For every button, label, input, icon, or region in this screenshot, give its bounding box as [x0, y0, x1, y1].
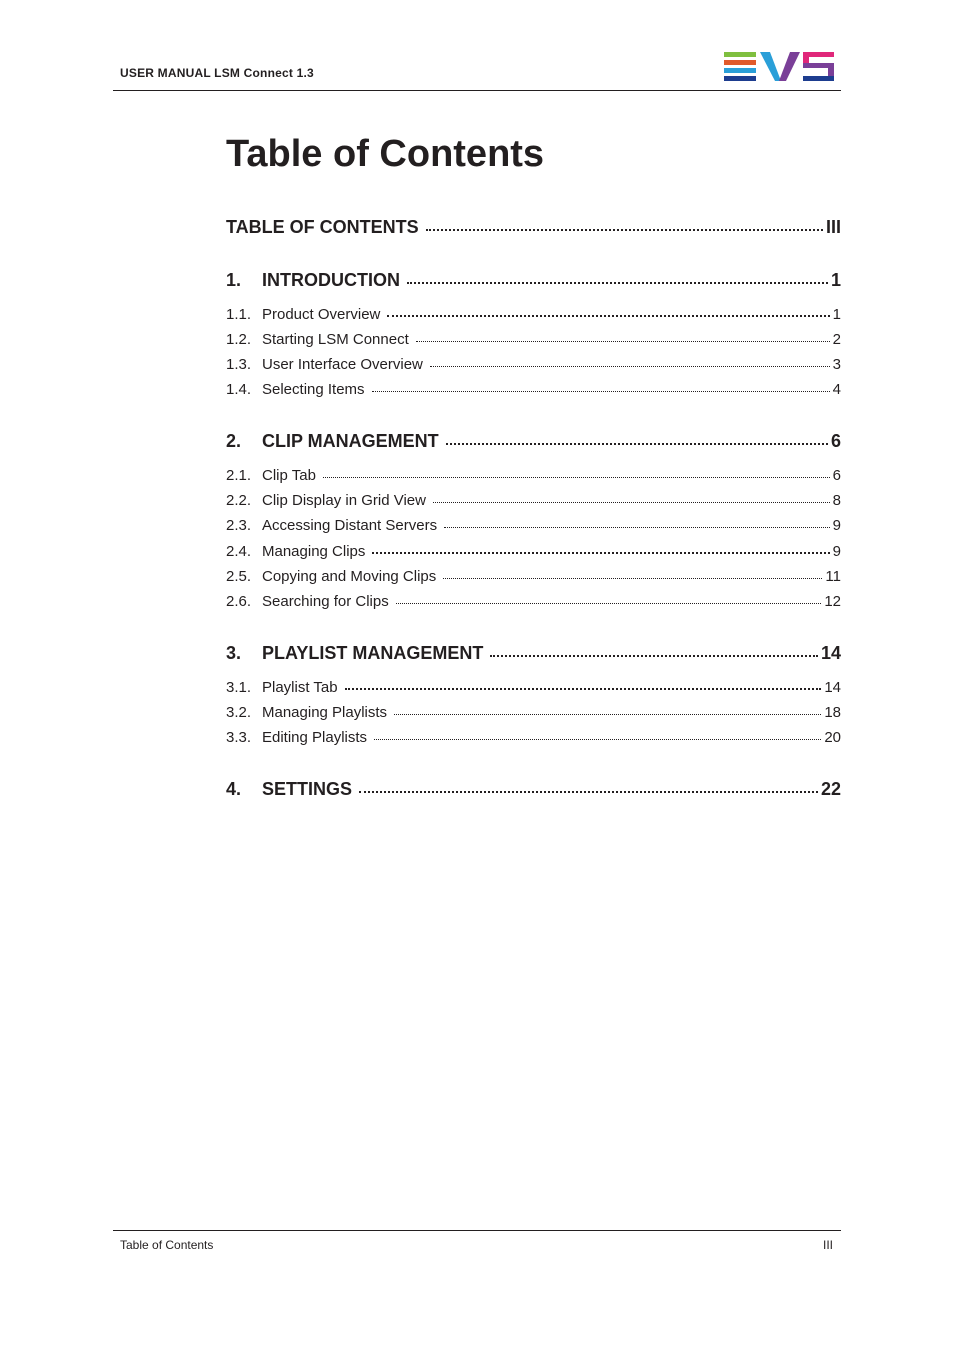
toc-dot-leader — [359, 790, 818, 793]
toc-entry-number: 1.1. — [226, 306, 252, 323]
running-header: USER MANUAL LSM Connect 1.3 — [120, 66, 314, 80]
toc-entry-number: 3.2. — [226, 704, 252, 721]
toc-chapter-entry[interactable] — [226, 777, 841, 801]
toc-chapter-entry[interactable] — [226, 429, 841, 453]
toc-dot-leader — [396, 602, 822, 604]
toc-dot-leader — [387, 314, 829, 317]
toc-entry-number: 3.1. — [226, 679, 252, 696]
toc-dot-leader — [433, 501, 830, 503]
logo-s-bottom — [803, 76, 834, 81]
toc-entry-page: 22 — [820, 779, 841, 799]
toc-dot-leader — [490, 654, 818, 657]
toc-dot-leader — [430, 365, 830, 367]
toc-entry-page: 3 — [832, 356, 841, 373]
toc-dot-leader — [444, 526, 830, 528]
toc-entry-page: 1 — [832, 306, 841, 323]
toc-entry-title: User Interface Overview — [262, 356, 423, 373]
toc-entry-page: 18 — [824, 704, 841, 721]
toc-entry-title: PLAYLIST MANAGEMENT — [262, 643, 484, 663]
logo-v-right — [779, 52, 800, 81]
toc-entry-number: 3. — [226, 643, 242, 663]
footer-section-title: Table of Contents — [120, 1238, 214, 1252]
toc-section-entry[interactable] — [226, 567, 841, 587]
toc-section-entry[interactable] — [226, 516, 841, 536]
toc-entry-title: SETTINGS — [262, 779, 353, 799]
toc-entry-page: 14 — [824, 679, 841, 696]
footer-page-number: III — [822, 1238, 833, 1252]
toc-entry-page: 12 — [824, 593, 841, 610]
logo-e-bar-middle-1 — [724, 60, 756, 65]
toc-entry-number: 1. — [226, 270, 242, 290]
toc-entry-title: INTRODUCTION — [262, 270, 400, 290]
toc-entry-title: Starting LSM Connect — [262, 331, 409, 348]
toc-entry-page: 9 — [832, 517, 841, 534]
header-rule — [113, 90, 841, 91]
toc-entry-page: 11 — [825, 568, 841, 585]
toc-section-entry[interactable] — [226, 305, 841, 325]
toc-chapter-entry[interactable] — [226, 641, 841, 665]
footer-rule — [113, 1230, 841, 1231]
toc-entry-page: 6 — [830, 431, 841, 451]
toc-entry-page: 8 — [832, 492, 841, 509]
toc-entry-title: Editing Playlists — [262, 729, 368, 746]
logo-e-bar-bottom — [724, 76, 756, 81]
toc-dot-leader — [426, 228, 823, 231]
toc-section-entry[interactable] — [226, 491, 841, 511]
toc-entry-number: 4. — [226, 779, 242, 799]
toc-entry-title: Managing Clips — [262, 543, 366, 560]
toc-section-entry[interactable] — [226, 542, 841, 562]
logo-e-bar-top — [724, 52, 756, 57]
toc-entry-page: 4 — [832, 381, 841, 398]
toc-entry-number: 1.4. — [226, 381, 252, 398]
toc-entry-page: 1 — [830, 270, 841, 290]
toc-entry-number: 2. — [226, 431, 242, 451]
toc-entry-title: Copying and Moving Clips — [262, 568, 437, 585]
toc-dot-leader — [345, 687, 822, 690]
toc-entry-number: 2.3. — [226, 517, 252, 534]
toc-entry-number: 3.3. — [226, 729, 252, 746]
toc-entry-title: Clip Tab — [262, 467, 316, 484]
toc-dot-leader — [372, 390, 830, 392]
toc-section-entry[interactable] — [226, 592, 841, 612]
toc-section-entry[interactable] — [226, 355, 841, 375]
toc-entry-title: Playlist Tab — [262, 679, 338, 696]
toc-entry-title: Managing Playlists — [262, 704, 388, 721]
toc-entry-title: Clip Display in Grid View — [262, 492, 426, 509]
toc-entry-title: Selecting Items — [262, 381, 365, 398]
toc-entry-title: CLIP MANAGEMENT — [262, 431, 439, 451]
toc-entry-title: Product Overview — [262, 306, 381, 323]
toc-chapter-entry[interactable] — [226, 268, 841, 292]
toc-section-entry[interactable] — [226, 380, 841, 400]
toc-entry-number: 1.2. — [226, 331, 252, 348]
toc-dot-leader — [443, 577, 822, 579]
toc-entry-number: 2.6. — [226, 593, 252, 610]
toc-entry-number: 1.3. — [226, 356, 252, 373]
toc-entry-page: 2 — [832, 331, 841, 348]
toc-entry-page: 20 — [824, 729, 841, 746]
toc-dot-leader — [374, 738, 821, 740]
toc-dot-leader — [416, 340, 830, 342]
toc-section-entry[interactable] — [226, 330, 841, 350]
toc-entry-number: 2.5. — [226, 568, 252, 585]
logo-v-left — [760, 52, 781, 81]
toc-dot-leader — [407, 281, 828, 284]
toc-entry-page: 9 — [832, 543, 841, 560]
toc-dot-leader — [323, 476, 830, 478]
toc-chapter-entry[interactable] — [226, 215, 841, 239]
toc-section-entry[interactable] — [226, 703, 841, 723]
toc-entry-page: 6 — [832, 467, 841, 484]
toc-dot-leader — [446, 442, 828, 445]
toc-entry-number: 2.1. — [226, 467, 252, 484]
toc-dot-leader — [394, 713, 821, 715]
page-title: Table of Contents — [226, 133, 545, 175]
toc-entry-number: 2.4. — [226, 543, 252, 560]
logo-e-bar-middle-2 — [724, 68, 756, 73]
toc-entry-number: 2.2. — [226, 492, 252, 509]
toc-entry-page: III — [825, 217, 841, 237]
toc-entry-title: TABLE OF CONTENTS — [226, 217, 419, 237]
toc-dot-leader — [372, 551, 829, 554]
toc-section-entry[interactable] — [226, 678, 841, 698]
toc-section-entry[interactable] — [226, 466, 841, 486]
toc-section-entry[interactable] — [226, 728, 841, 748]
toc-entry-page: 14 — [820, 643, 841, 663]
toc-entry-title: Searching for Clips — [262, 593, 389, 610]
evs-logo — [724, 52, 835, 82]
toc-entry-title: Accessing Distant Servers — [262, 517, 438, 534]
